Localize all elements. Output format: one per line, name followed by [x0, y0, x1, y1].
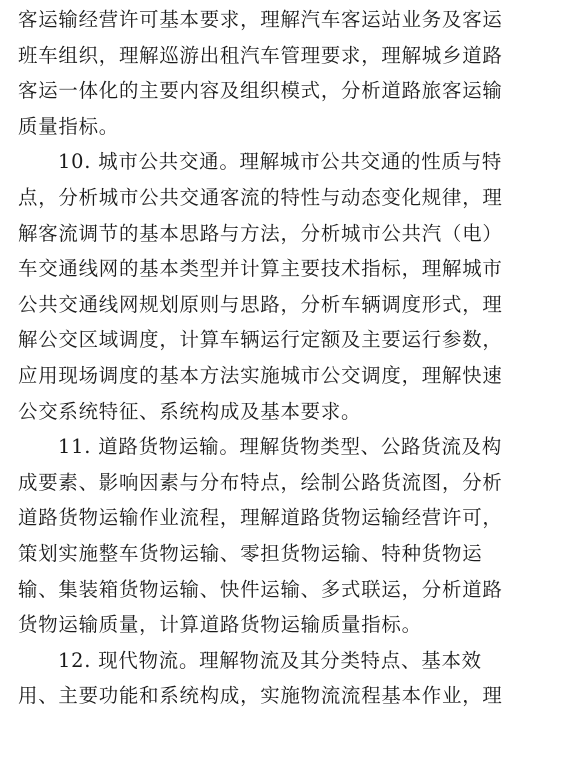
text-line: 点，分析城市公共交通客流的特性与动态变化规律，理: [18, 185, 503, 209]
text-line: 道路货物运输作业流程，理解道路货物运输经营许可，: [18, 506, 503, 530]
text-line: 公共交通线网规划原则与思路，分析车辆调度形式，理: [18, 292, 503, 316]
text-line: 班车组织，理解巡游出租汽车管理要求，理解城乡道路: [18, 43, 503, 67]
text-line: 客运输经营许可基本要求，理解汽车客运站业务及客运: [18, 8, 503, 31]
text-line: 策划实施整车货物运输、零担货物运输、特种货物运: [18, 541, 483, 565]
text-line: 解公交区域调度，计算车辆运行定额及主要运行参数，: [18, 328, 503, 352]
text-line: 用、主要功能和系统构成，实施物流流程基本作业，理: [18, 684, 503, 708]
document-page: [18, 2, 552, 714]
text-line: 车交通线网的基本类型并计算主要技术指标，理解城市: [18, 257, 503, 281]
text-line: 输、集装箱货物运输、快件运输、多式联运，分析道路: [18, 577, 503, 601]
text-line: 客运一体化的主要内容及组织模式，分析道路旅客运输: [18, 79, 503, 103]
section-heading-line: 11. 道路货物运输。理解货物类型、公路货流及构: [58, 435, 503, 459]
text-line: 成要素、影响因素与分布特点，绘制公路货流图，分析: [18, 470, 503, 494]
text-line: 应用现场调度的基本方法实施城市公交调度，理解快速: [18, 363, 503, 387]
text-line: 解客流调节的基本思路与方法，分析城市公共汽（电）: [18, 221, 503, 245]
section-heading-line: 10. 城市公共交通。理解城市公共交通的性质与特: [58, 150, 503, 174]
text-line: 公交系统特征、系统构成及基本要求。: [18, 399, 362, 423]
section-heading-line: 12. 现代物流。理解物流及其分类特点、基本效: [58, 648, 482, 672]
paragraph-continued: [18, 2, 552, 144]
text-line: 货物运输质量，计算道路货物运输质量指标。: [18, 613, 422, 637]
section-11: [18, 429, 552, 643]
section-12: [18, 643, 552, 714]
text-line: 质量指标。: [18, 114, 119, 138]
section-10: [18, 144, 552, 429]
